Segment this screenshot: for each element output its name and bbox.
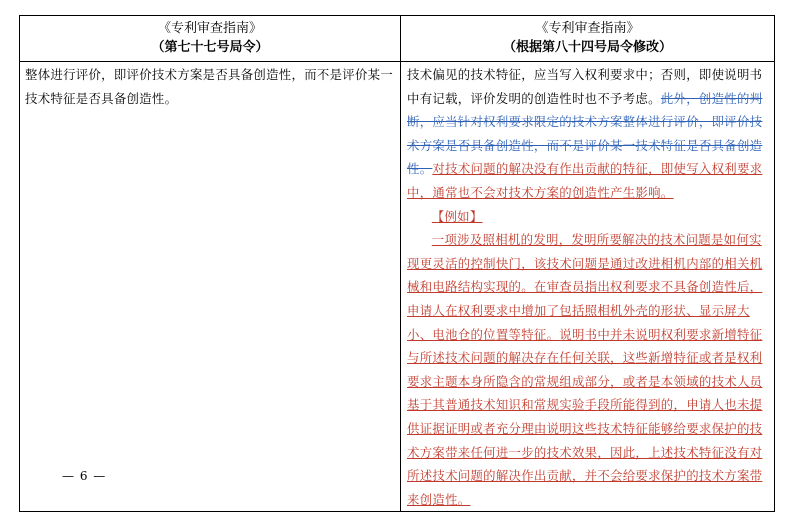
page-number: — 6 — <box>62 469 107 483</box>
left-header-cell <box>20 16 401 62</box>
example-paragraph <box>407 228 770 511</box>
left-header-title: 《专利审查指南》 <box>157 21 262 36</box>
left-header-subtitle: （第七十七号局令） <box>151 40 269 55</box>
inserted-text: 对技术问题的解决没有作出贡献的特征，即使写入权利要求中，通常也不会对技术方案的创造性产生影响。 <box>407 161 763 200</box>
table-body-row <box>20 62 775 512</box>
right-body-cell <box>401 62 775 512</box>
left-body-cell <box>20 62 401 512</box>
example-text: 一项涉及照相机的发明，发明所要解决的技术问题是如何实现更灵活的控制快门，该技术问题是通过改进相机内部的相关机械和电路结构实现的。在审查员指出权利要求不具备创造性后，申请人在权利要求中增加了包括照相机外壳的形状、显示屏大小、电池仓的位置等特征。说明书中并未说明权利要求新增特征与所述技术问题的解决存在任何关联，这些新增特征或者是权利要求主题本身所隐含的常规组成部分，或者是本领域的技术人员基于其普通技术知识和常规实验手段所能得到的，申请人也未提供证据证明或者充分理由说明这些技术特征能够给要求保护的技术方案带来任何进一步的技术效果，因此，上述技术特征没有对所述技术问题的解决作出贡献，并不会给要求保护的技术方案带来创造性。 <box>407 232 763 507</box>
right-header-title: 《专利审查指南》 <box>535 21 640 36</box>
example-label-line <box>407 205 770 229</box>
right-header-subtitle: （根据第八十四号局令修改） <box>502 40 672 55</box>
comparison-table <box>19 15 775 512</box>
table-header-row <box>20 16 775 62</box>
example-label: 【例如】 <box>431 208 483 224</box>
deleted-text: 此外，创造性的判断，应当针对权利要求限定的技术方案整体进行评价，即评价技术方案是否具备创造性，而不是评价某一技术特征是否具备创造性。 <box>407 90 763 177</box>
right-header-cell <box>401 16 775 62</box>
right-body-plain-text: 技术偏见的技术特征，应当写入权利要求中；否则，即使说明书中有记载，评价发明的创造性时也不予考虑。 <box>407 67 763 106</box>
left-body-text: 整体进行评价，即评价技术方案是否具备创造性，而不是评价某一技术特征是否具备创造性。 <box>25 67 394 106</box>
